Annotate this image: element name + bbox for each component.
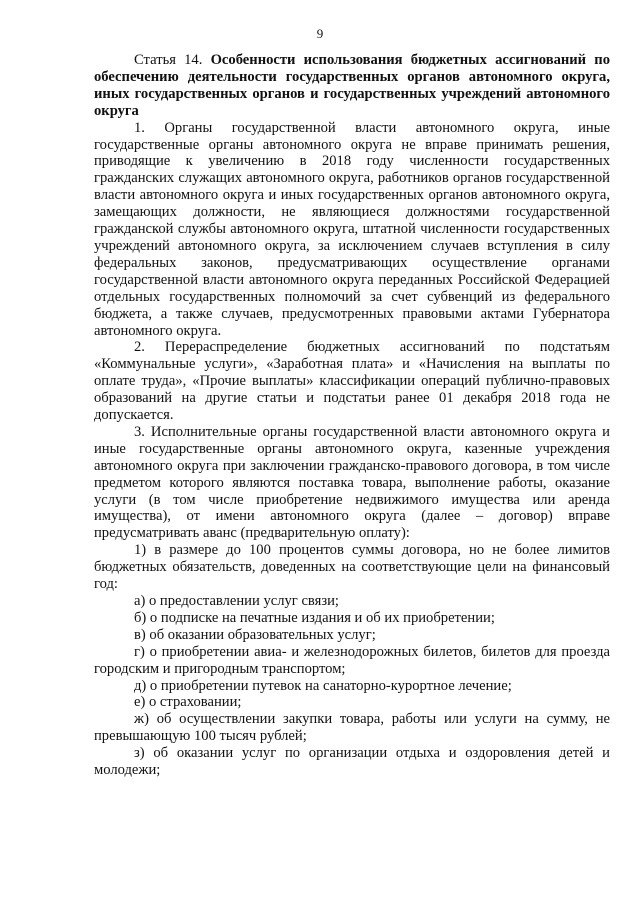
paragraph: 1) в размере до 100 процентов суммы договора, но не более лимитов бюджетных обязательств, доведенных на соответствующие цели на финансовый год: xyxy=(94,542,610,593)
list-item: в) об оказании образовательных услуг; xyxy=(134,626,376,643)
list-item: а) о предоставлении услуг связи; xyxy=(134,593,339,609)
list-item: б) о подписке на печатные издания и об их приобретении; xyxy=(134,609,495,626)
page-number: 9 xyxy=(316,26,324,41)
article-title: Особенности использования бюджетных ассигнований по обеспечению деятельности государственных органов автономного округа, иных государственных органов и государственных учреждений автономного округа xyxy=(94,52,610,119)
list-item: ж) об осуществлении закупки товара, работы или услуги на сумму, не превышающую 100 тысяч рублей; xyxy=(94,711,610,745)
article-label: Статья 14. xyxy=(134,52,203,68)
list-item: е) о страховании; xyxy=(134,694,242,711)
paragraph: 3. Исполнительные органы государственной власти автономного округа и иные государственные органы автономного округа, казенные учреждения автономного округа при заключении гражданско-правового договора, в том числе предметом которого являются поставка товара, выполнение работы, оказание услуги (в том числе приобретение недвижимого имущества или аренда имущества), от имени автономного округа (далее – договор) вправе предусматривать аванс (предварительную оплату): xyxy=(94,423,610,542)
article-heading xyxy=(94,52,610,120)
paragraph: 2. Перераспределение бюджетных ассигнований по подстатьям «Коммунальные услуги», «Заработная плата» и «Начисления на выплаты по оплате труда», «Прочие выплаты» классификации операций публично-правовых образований на другие статьи и подстатьи ранее 01 декабря 2018 года не допускается. xyxy=(94,339,610,424)
list-item: д) о приобретении путевок на санаторно-курортное лечение; xyxy=(134,677,512,694)
list-item: з) об оказании услуг по организации отдыха и оздоровления детей и молодежи; xyxy=(94,745,610,779)
document-body xyxy=(94,52,610,779)
paragraph: 1. Органы государственной власти автономного округа, иные государственные органы автономного округа не вправе принимать решения, приводящие к увеличению в 2018 году численности государственных гражданских служащих автономного округа, работников органов государственной власти автономного округа и иных государственных органов автономного округа, замещающих должности, не являющиеся должностями государственной гражданской службы автономного округа, штатной численности государственных учреждений автономного округа, за исключением случаев вступления в силу федеральных законов, предусматривающих осуществление органами государственной власти автономного округа переданных Российской Федерацией отдельных государственных полномочий за счет субвенций из федерального бюджета, а также случаев, предусмотренных правовыми актами Губернатора автономного округа. xyxy=(94,119,610,339)
list-item: г) о приобретении авиа- и железнодорожных билетов, билетов для проезда городским и пригородным транспортом; xyxy=(94,643,610,677)
